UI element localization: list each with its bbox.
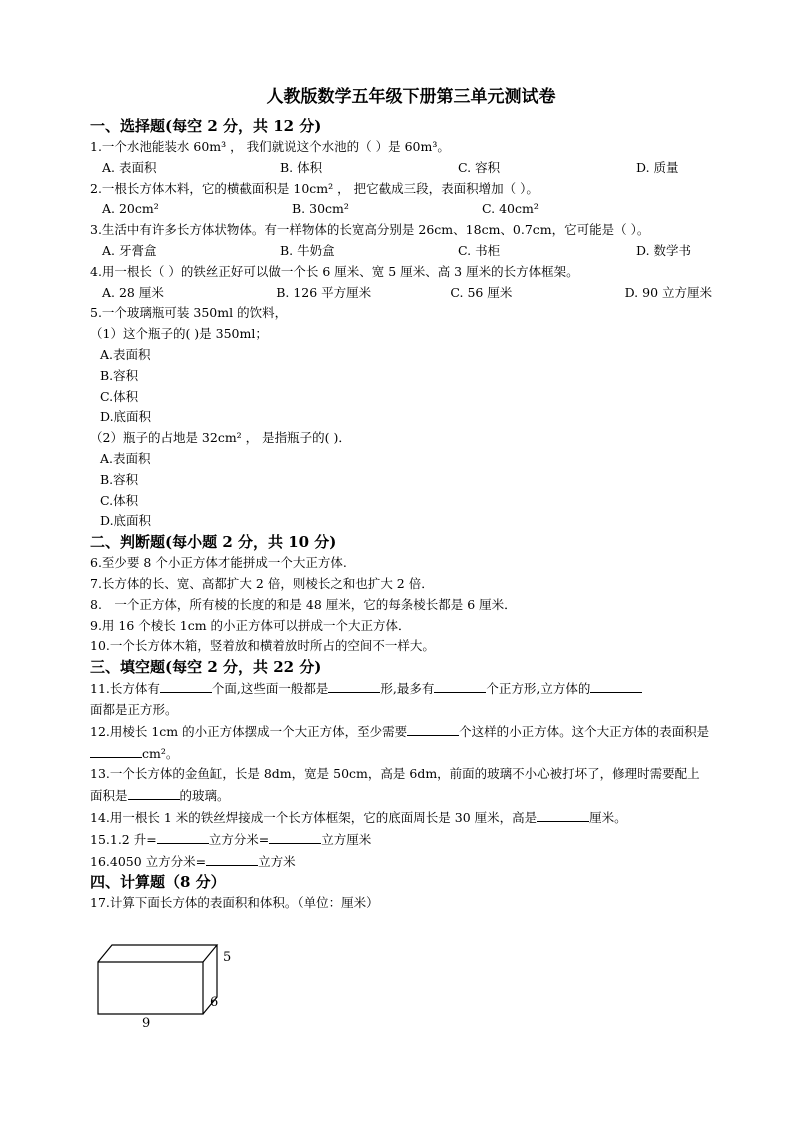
answer-blank[interactable]	[590, 678, 642, 693]
question-4-options	[90, 283, 712, 304]
option: C. 40cm²	[482, 201, 539, 217]
answer-blank[interactable]	[537, 807, 589, 822]
option: C. 书柜	[458, 242, 501, 258]
answer-blank[interactable]	[90, 743, 142, 758]
question-13	[90, 764, 712, 807]
option: D.底面积	[100, 409, 152, 425]
text: 个正方形,立方体的	[486, 681, 591, 697]
question-4: 4.用一根长（ ）的铁丝正好可以做一个长 6 厘米、宽 5 厘米、高 3 厘米的长方体框架。	[90, 263, 579, 279]
text: 立方厘米	[321, 831, 372, 847]
question-2: 2.一根长方体木料，它的横截面积是 10cm² ， 把它截成三段，表面积增加（ ）。	[90, 180, 539, 196]
question-14	[90, 807, 712, 829]
option: A.表面积	[100, 346, 151, 362]
width-label: 6	[210, 995, 219, 1011]
question-6: 6.至少要 8 个小正方体才能拼成一个大正方体.	[90, 555, 347, 571]
answer-blank[interactable]	[157, 829, 209, 844]
option: C. 容积	[458, 159, 501, 175]
question-10: 10.一个长方体木箱，竖着放和横着放时所占的空间不一样大。	[90, 638, 435, 654]
text: cm²。	[142, 745, 179, 761]
answer-blank[interactable]	[407, 721, 459, 736]
answer-blank[interactable]	[434, 678, 486, 693]
answer-blank[interactable]	[206, 851, 258, 866]
cuboid-figure	[90, 924, 712, 1034]
option: A. 20cm²	[102, 201, 159, 217]
answer-blank[interactable]	[128, 785, 180, 800]
text: 13.一个长方体的金鱼缸，长是 8dm，宽是 50cm，高是 6dm，前面的玻璃不小心被打坏了，修理时需要配上面积是	[90, 766, 700, 804]
length-label: 9	[142, 1016, 151, 1032]
question-3: 3.生活中有许多长方体状物体。有一样物体的长宽高分别是 26cm、18cm、0.7cm，它可能是（ ）。	[90, 222, 650, 238]
text: 形,最多有	[380, 681, 435, 697]
text: 11.长方体有	[90, 681, 160, 697]
text: 个面,这些面一般都是	[211, 681, 329, 697]
text: 厘米。	[589, 809, 627, 825]
question-7: 7.长方体的长、宽、高都扩大 2 倍，则棱长之和也扩大 2 倍．	[90, 575, 434, 591]
cuboid-drawing	[90, 924, 250, 1024]
text: 立方分米=	[208, 831, 270, 847]
option: C.体积	[100, 388, 139, 404]
question-5-part-2: （2）瓶子的占地是 32cm² ， 是指瓶子的( )．	[90, 430, 351, 446]
option: B. 体积	[280, 159, 323, 175]
text: 12.用棱长 1cm 的小正方体摆成一个大正方体，至少需要	[90, 723, 408, 739]
question-1-options	[90, 158, 712, 179]
page-title: 人教版数学五年级下册第三单元测试卷	[266, 87, 556, 107]
question-2-options	[90, 199, 712, 220]
option: A. 表面积	[102, 159, 157, 175]
exam-page	[90, 84, 712, 1034]
answer-blank[interactable]	[269, 829, 321, 844]
question-17: 17.计算下面长方体的表面积和体积。（单位：厘米）	[90, 895, 379, 911]
question-15	[90, 829, 712, 851]
text: 15.1.2 升=	[90, 831, 157, 847]
option: D.底面积	[100, 513, 152, 529]
question-12	[90, 721, 712, 765]
cuboid-front-face	[98, 962, 203, 1014]
question-5-part-1: （1）这个瓶子的( )是 350ml；	[90, 326, 268, 342]
answer-blank[interactable]	[160, 678, 212, 693]
section-fill-heading: 三、填空题(每空 2 分，共 22 分)	[90, 658, 322, 677]
option: B. 30cm²	[292, 201, 349, 217]
text: 16.4050 立方分米=	[90, 853, 207, 869]
text: 立方米	[258, 853, 296, 869]
question-9: 9.用 16 个棱长 1cm 的小正方体可以拼成一个大正方体．	[90, 617, 411, 633]
option: D. 数学书	[636, 242, 692, 258]
answer-blank[interactable]	[328, 678, 380, 693]
option: B.容积	[100, 367, 139, 383]
option: A.表面积	[100, 450, 151, 466]
height-label: 5	[223, 950, 232, 966]
option: A. 牙膏盒	[102, 242, 157, 258]
question-1: 1.一个水池能装水 60m³ ， 我们就说这个水池的（ ）是 60m³。	[90, 139, 450, 154]
text: 的玻璃。	[179, 788, 230, 804]
question-5: 5.一个玻璃瓶可装 350ml 的饮料，	[90, 305, 288, 321]
question-3-options	[90, 241, 712, 262]
option: C.体积	[100, 492, 139, 508]
text: 个这样的小正方体。这个大正方体的表面积是	[459, 723, 710, 739]
question-8: 8. 一个正方体，所有棱的长度的和是 48 厘米，它的每条棱长都是 6 厘米．	[90, 596, 517, 612]
cuboid-top-face	[98, 945, 217, 962]
text: 14.用一根长 1 米的铁丝焊接成一个长方体框架，它的底面周长是 30 厘米，高是	[90, 809, 538, 825]
section-choice-heading: 一、选择题(每空 2 分，共 12 分)	[90, 117, 322, 135]
text: 面都是正方形。	[90, 701, 178, 717]
section-calc-heading: 四、计算题（8 分）	[90, 873, 226, 892]
section-judge-heading: 二、判断题(每小题 2 分，共 10 分)	[90, 533, 337, 552]
option: A. 28 厘米	[102, 284, 164, 300]
question-11	[90, 678, 712, 721]
option: D. 90 立方厘米	[624, 284, 713, 300]
option: D. 质量	[636, 159, 679, 175]
option: B.容积	[100, 471, 139, 487]
option: C. 56 厘米	[450, 284, 513, 300]
question-16	[90, 851, 712, 873]
option: B. 126 平方厘米	[276, 284, 372, 300]
option: B. 牛奶盒	[280, 242, 335, 258]
